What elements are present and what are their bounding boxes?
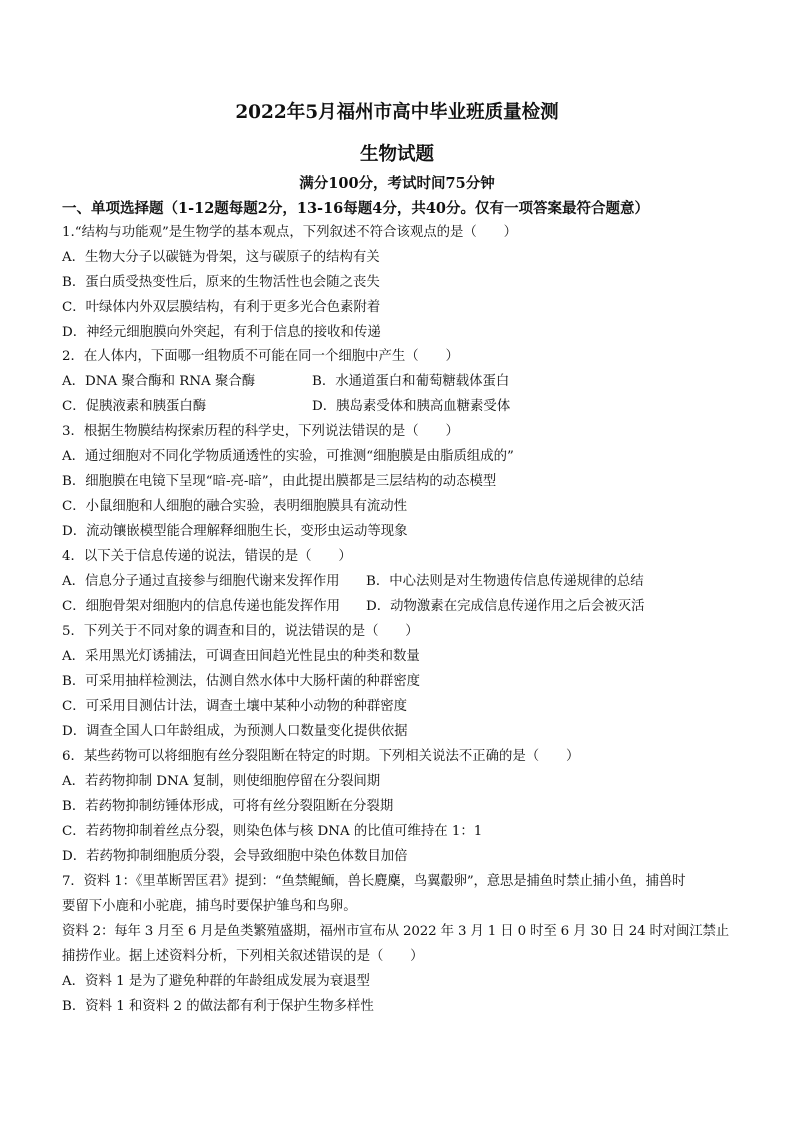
exam-info: 满分100分，考试时间75分钟: [299, 175, 495, 192]
question-1-option-d: D．神经元细胞膜向外突起，有利于信息的接收和传递: [62, 325, 381, 340]
question-1-option-a: A．生物大分子以碳链为骨架，这与碳原子的结构有关: [62, 250, 380, 265]
question-2-option-d: D．胰岛素受体和胰高血糖素受体: [312, 399, 511, 414]
question-7-stem-line-2: 要留下小鹿和小驼鹿，捕鸟时要保护雏鸟和鸟卵。: [62, 899, 357, 914]
question-5-stem: 5．下列关于不同对象的调查和目的，说法错误的是（ ）: [62, 624, 419, 639]
question-7-option-a: A．资料 1 是为了避免种群的年龄组成发展为衰退型: [62, 974, 370, 989]
question-3-option-b: B．细胞膜在电镜下呈现“暗-亮-暗”，由此提出膜都是三层结构的动态模型: [62, 474, 497, 489]
question-5-option-c: C．可采用目测估计法，调查土壤中某种小动物的种群密度: [62, 699, 408, 714]
question-6-option-b: B．若药物抑制纺锤体形成，可将有丝分裂阻断在分裂期: [62, 799, 394, 814]
question-6-option-d: D．若药物抑制细胞质分裂，会导致细胞中染色体数目加倍: [62, 849, 408, 864]
question-7-stem-line-1: 7．资料 1：《里革断罟匡君》提到：“鱼禁鲲鲕，兽长麑麇，鸟翼鷇卵”，意思是捕鱼时禁止捕小鱼，捕兽时: [62, 874, 686, 889]
question-4-option-d: D．动物激素在完成信息传递作用之后会被灭活: [366, 599, 645, 614]
subject-title: 生物试题: [359, 144, 434, 165]
question-1-stem: 1.“结构与功能观”是生物学的基本观点，下列叙述不符合该观点的是（ ）: [62, 225, 517, 240]
question-7-option-b: B．资料 1 和资料 2 的做法都有利于保护生物多样性: [62, 999, 374, 1014]
question-6-option-a: A．若药物抑制 DNA 复制，则使细胞停留在分裂间期: [62, 774, 381, 789]
question-2-option-b: B．水通道蛋白和葡萄糖载体蛋白: [312, 374, 510, 389]
question-2-row-1: [62, 371, 510, 393]
question-1-option-c: C．叶绿体内外双层膜结构，有利于更多光合色素附着: [62, 300, 381, 315]
question-3-option-d: D．流动镶嵌模型能合理解释细胞生长，变形虫运动等现象: [62, 524, 408, 539]
question-2-stem: 2．在人体内，下面哪一组物质不可能在同一个细胞中产生（ ）: [62, 349, 459, 364]
question-2-option-a: A．DNA 聚合酶和 RNA 聚合酶: [62, 374, 256, 389]
question-4-stem: 4．以下关于信息传递的说法，错误的是（ ）: [62, 549, 352, 564]
question-7-stem-line-3: 资料 2：每年 3 月至 6 月是鱼类繁殖盛期，福州市宣布从 2022 年 3 月 1 日 0 时至 6 月 30 日 24 时对闽江禁止: [62, 924, 729, 939]
section-heading: 一、单项选择题（1-12题每题2分，13-16每题4分，共40分。仅有一项答案最符合题意）: [62, 200, 650, 217]
question-3-option-c: C．小鼠细胞和人细胞的融合实验，表明细胞膜具有流动性: [62, 499, 408, 514]
question-2-option-c: C．促胰液素和胰蛋白酶: [62, 399, 207, 414]
question-5-option-a: A．采用黑光灯诱捕法，可调查田间趋光性昆虫的种类和数量: [62, 649, 420, 664]
question-4-option-a: A．信息分子通过直接参与细胞代谢来发挥作用: [62, 574, 340, 589]
question-3-stem: 3．根据生物膜结构探索历程的科学史，下列说法错误的是（ ）: [62, 424, 459, 439]
question-4-option-b: B．中心法则是对生物遗传信息传递规律的总结: [366, 574, 644, 589]
question-6-stem: 6．某些药物可以将细胞有丝分裂阻断在特定的时期。下列相关说法不正确的是（ ）: [62, 749, 580, 764]
question-3-option-a: A．通过细胞对不同化学物质通透性的实验，可推测“细胞膜是由脂质组成的”: [62, 449, 514, 464]
question-5-option-b: B．可采用抽样检测法，估测自然水体中大肠杆菌的种群密度: [62, 674, 420, 689]
question-2-row-2: [62, 396, 511, 418]
question-5-option-d: D．调查全国人口年龄组成，为预测人口数量变化提供依据: [62, 724, 408, 739]
question-4-option-c: C．细胞骨架对细胞内的信息传递也能发挥作用: [62, 599, 341, 614]
question-4-row-2: [62, 596, 645, 618]
question-6-option-c: C．若药物抑制着丝点分裂，则染色体与核 DNA 的比值可维持在 1：1: [62, 824, 483, 839]
question-1-option-b: B．蛋白质受热变性后，原来的生物活性也会随之丧失: [62, 275, 380, 290]
question-4-row-1: [62, 571, 644, 593]
exam-title: 2022年5月福州市高中毕业班质量检测: [235, 102, 559, 123]
question-7-stem-line-4: 捕捞作业。据上述资料分析，下列相关叙述错误的是（ ）: [62, 949, 424, 964]
